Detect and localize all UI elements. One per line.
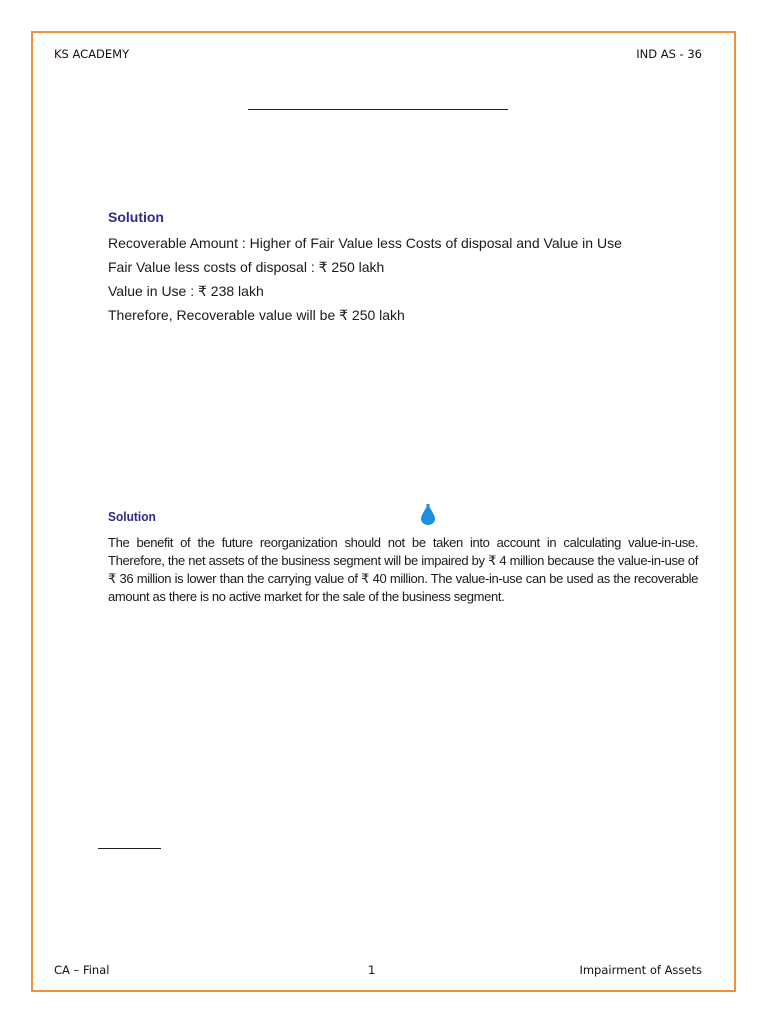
- footer-chapter-title: Impairment of Assets: [579, 963, 702, 977]
- solution-line: Fair Value less costs of disposal : ₹ 250 lakh: [108, 259, 385, 275]
- solution-block-2: [108, 509, 698, 606]
- solution-block-1: [108, 209, 708, 327]
- solution-line: Value in Use : ₹ 238 lakh: [108, 283, 264, 299]
- solution-paragraph: The benefit of the future reorganization should not be taken into account in calculating value-in-use. Therefore, the net assets of the business segment will be impaired by ₹ 4 million because the value-in-use of ₹ 36 million is lower than the carrying value of ₹ 40 million. The value-in-use can be used as the recoverable amount as there is no active market for the sale of the business segment.: [108, 535, 698, 604]
- footer-page-number: 1: [368, 963, 376, 977]
- solution-heading: Solution: [108, 509, 156, 524]
- header-standard-code: IND AS - 36: [636, 47, 702, 61]
- solution-heading: Solution: [108, 209, 164, 225]
- header-academy-name: KS ACADEMY: [54, 47, 130, 61]
- footer-course-name: CA – Final: [54, 963, 110, 977]
- top-divider-line: [248, 109, 508, 110]
- solution-line: Recoverable Amount : Higher of Fair Value less Costs of disposal and Value in Use: [108, 235, 622, 251]
- solution-line: Therefore, Recoverable value will be ₹ 250 lakh: [108, 307, 405, 323]
- bottom-divider-line: [98, 848, 161, 849]
